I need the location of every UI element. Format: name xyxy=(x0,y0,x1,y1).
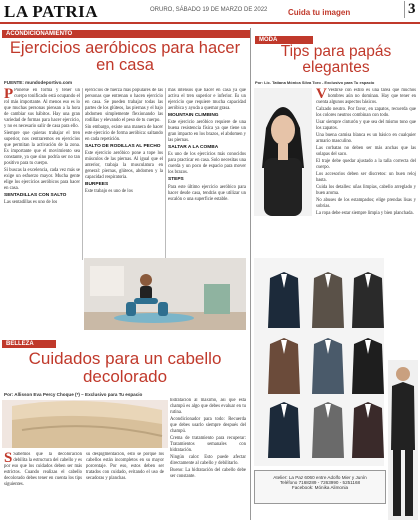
atelier-info-box xyxy=(254,470,386,504)
atelier-phone: Teléfono 7168289 - 7263990 - 5251168 xyxy=(279,480,361,485)
belleza-column-1: S Sabemos que la decoloración debilita la estructura del cabello y es por eso que los cuidados deben ser más estrictos. Cuando realizas el cabello decolorado debes tener en cuenta los tips siguientes. xyxy=(4,452,82,488)
tip-item: La ropa debe estar siempre limpia y bien planchada. xyxy=(316,211,414,217)
tip-item: Una buena camisa blanca es un básico en cualquier armario masculino. xyxy=(316,133,416,145)
paragraph: Ponerse en forma y tener un cuerpo tonificado está ocupando el rol más importante. Al menos eso es lo que muchas personas piensan a la hora de cambiar sus hábitos. Hay una gran variedad de formas para hacer ejercicio, y no es necesario salir de casa para ello. xyxy=(4,88,80,130)
article-headline-ejercicios: Ejercicios aeróbicos para hacer en casa xyxy=(9,39,241,75)
tip-item: Los accesorios deben ser discretos: un buen reloj basta. xyxy=(316,172,416,184)
belleza-column-3 xyxy=(170,398,246,518)
section-tag-moda: MODA xyxy=(255,36,313,44)
page-number: 3 xyxy=(404,1,416,18)
paragraph: Vestirse con estilo es una tarea que muchos hombres aún no dominan. Hay que tener en cuenta algunos aspectos básicos. xyxy=(316,88,416,106)
tip-item: Ningún calor: Esto puede afectar directamente al cabello y debilitarlo. xyxy=(170,455,246,467)
atelier-address: Atelier: La Paz 6060 entre Adolfo Mier y Junín xyxy=(273,475,367,480)
paragraph: Este ejercicio aeróbico requiere de una buena resistencia física ya que tiene un gran impacto en los brazos, el abdomen y las piernas. xyxy=(168,120,246,144)
paragraph: Sin embargo, existe una manera de hacer este ejercicio de forma aeróbica: saltando en cada repetición. xyxy=(85,125,163,143)
article-headline-tips: Tips para papás elegantes xyxy=(280,43,392,77)
subheading: SALTO DE RODILLAS AL PECHO xyxy=(85,144,161,150)
moda-article-text: V Vestirse con estilo es una tarea que muchos hombres aún no dominan. Hay que tener en cuenta algunos aspectos básicos. Calzado neutro. Por favor, en zapatos, recuerda que los colores neutros combinan con todo. Usar siempre cinturón y que sea del mismo tono que los zapatos. Una buena camisa blanca es un básico en cualquier armario masculino. Las corbatas no deben ser más anchas que las solapas del saco. El traje debe quedar ajustado a la talla correcta del cuerpo. Los accesorios deben ser discretos: un buen reloj basta. Cuida los detalles: uñas limpias, cabello arreglado y buen aroma. No abuses de los estampados; elige prendas lisas y sobrias. La ropa debe estar siempre limpia y bien planchada. xyxy=(316,88,416,217)
paragraph: más intensos que hacer en casa ya que activa el tren superior e inferior. Es un ejercicio que requiere mucha capacidad aeróbica y ayuda a quemar grasa. xyxy=(168,88,246,112)
newspaper-logo: LA PATRIA xyxy=(4,2,99,21)
article-headline-cabello: Cuidados para un cabello decolorado xyxy=(28,349,222,386)
paragraph: ejercicios de fuerza más populares de las personas que entrenan o hacen ejercicio en casa. Se pueden trabajar todas las partes de los glúteos, las piernas y el bajo abdomen simplemente flexionando las rodillas y elevando el peso de tu cuerpo. xyxy=(85,88,163,124)
decolorado-hair-photo xyxy=(2,400,168,448)
suits-illustration xyxy=(254,258,384,466)
paragraph: Es uno de los ejercicios más conocidos para practicar en casa. Solo necesitas una cuerda y un poco de espacio para mover los brazos. xyxy=(168,152,246,176)
tip-item: Usar siempre cinturón y que sea del mismo tono que los zapatos. xyxy=(316,120,416,132)
tip-item: Calzado neutro. Por favor, en zapatos, recuerda que los colores neutros combinan con todo. xyxy=(316,107,416,119)
paragraph: Las sentadillas es uno de los xyxy=(4,200,58,206)
article-column-1: P Ponerse en forma y tener un cuerpo tonificado está ocupando el rol más importante. Al menos eso es lo que muchas personas piensan a la hora de cambiar sus hábitos. Hay una gran variedad de formas para hacer ejercicio, y no es necesario salir de casa para ello. Siempre que quieras trabajar el tren superior, nos centraremos en ejercicios que permitan la activación de la zona. Es importante que el movimiento sea constante, ya que sino podría ser no tan positivo para tu cuerpo. Si buscas la excelencia, cada vez más se exige un esfuerzo mayor. Mucha gente elige los ejercicios aeróbicos para hacer en casa. SENTADILLAS CON SALTO Las sentadillas es uno de los xyxy=(4,88,80,206)
man-illustration xyxy=(388,360,418,520)
paragraph: hidratación al máximo, así que esta champú es algo que debes evaluar en tu rutina. xyxy=(170,398,246,416)
paragraph: Este trabajo es uno de los xyxy=(85,189,133,195)
fitness-photo xyxy=(84,258,246,330)
suits-photo xyxy=(254,258,384,466)
tip-item: El traje debe quedar ajustado a la talla correcta del cuerpo. xyxy=(316,159,416,171)
section-tag-acondicionamiento: ACONDICIONAMIENTO xyxy=(2,30,250,38)
section-title: Cuida tu imagen xyxy=(288,8,351,17)
dateline: ORURO, SÁBADO 19 DE MARZO DE 2022 xyxy=(150,7,268,13)
portrait-illustration xyxy=(254,88,312,216)
paragraph: Este ejercicio aeróbico pone a tope los músculos de las piernas. Al igual que el anterior, trabaja la musculatura en general: piernas, glúteos, abdomen y la capacidad respiratoria. xyxy=(85,151,163,181)
subheading: SALTAR A LA COMBA xyxy=(168,145,219,151)
paragraph: Siempre que quieras trabajar el tren superior, nos centraremos en ejercicios que permitan la activación de la zona. Es importante que el movimiento sea constante, ya que sino podría ser no tan positivo para tu cuerpo. xyxy=(4,131,80,167)
tip-item: Bueno: La hidratación del cabello debe ser constante. xyxy=(170,468,246,480)
tip-item: No abuses de los estampados; elige prendas lisas y sobrias. xyxy=(316,198,416,210)
man-suit-photo xyxy=(388,360,418,520)
tip-item: Las corbatas no deben ser más anchas que las solapas del saco. xyxy=(316,146,416,158)
tip-item: Crema de tratamiento para recuperar: Tratamientos semanales con hidratación. xyxy=(170,436,246,454)
atelier-facebook: Facebook: Mónika Alimonia xyxy=(291,485,349,490)
column-divider xyxy=(82,88,83,260)
paragraph: su despigmentación, esto se porque los cabellos están incompletos en su mayor porcentaje. Por eso, estos deben ser tratados con cuidado, evitando el uso de secadoras y planchas. xyxy=(86,452,164,482)
paragraph: Si buscas la excelencia, cada vez más se exige un esfuerzo mayor. Mucha gente elige los ejercicios aeróbicos para hacer en casa. xyxy=(4,168,80,192)
article-byline: Por: Allisson Eva Percy Choque (*) – Exclusivo para Tu espacio xyxy=(4,392,143,397)
article-byline: Por: Lic. Tatiana Mónica Silva Toro - Exclusivo para Tu espacio xyxy=(255,80,375,85)
tip-item: Cuida los detalles: uñas limpias, cabello arreglado y buen aroma. xyxy=(316,185,416,197)
article-source: FUENTE: mundodeportivo.com xyxy=(4,80,73,85)
column-divider xyxy=(165,88,166,260)
page-divider xyxy=(250,28,251,520)
section-tag-belleza: BELLEZA xyxy=(2,340,56,348)
subheading: SENTADILLAS CON SALTO xyxy=(4,193,67,199)
subheading: STEPS xyxy=(168,177,184,183)
paragraph: Para este último ejercicio aeróbico para hacer desde casa, tendrás que utilizar un escalón o una superficie estable. xyxy=(168,184,246,202)
hair-illustration xyxy=(2,400,168,448)
author-portrait xyxy=(254,88,312,216)
article-column-3 xyxy=(168,88,246,260)
workout-illustration xyxy=(84,258,246,330)
subheading: BURPEES xyxy=(85,182,109,188)
tip-item: Acondicionador para todo: Recuerda que debes usarlo siempre después del champú. xyxy=(170,417,246,435)
paragraph: Sabemos que la decoloración debilita la estructura del cabello y es por eso que los cuidados deben ser más estrictos. Cuando realizas el cabello decolorado debes tener en cuenta los tips siguientes. xyxy=(4,452,82,488)
subheading: MOUNTAIN CLIMBING xyxy=(168,113,219,119)
belleza-column-2 xyxy=(86,452,164,518)
article-column-2 xyxy=(85,88,163,260)
